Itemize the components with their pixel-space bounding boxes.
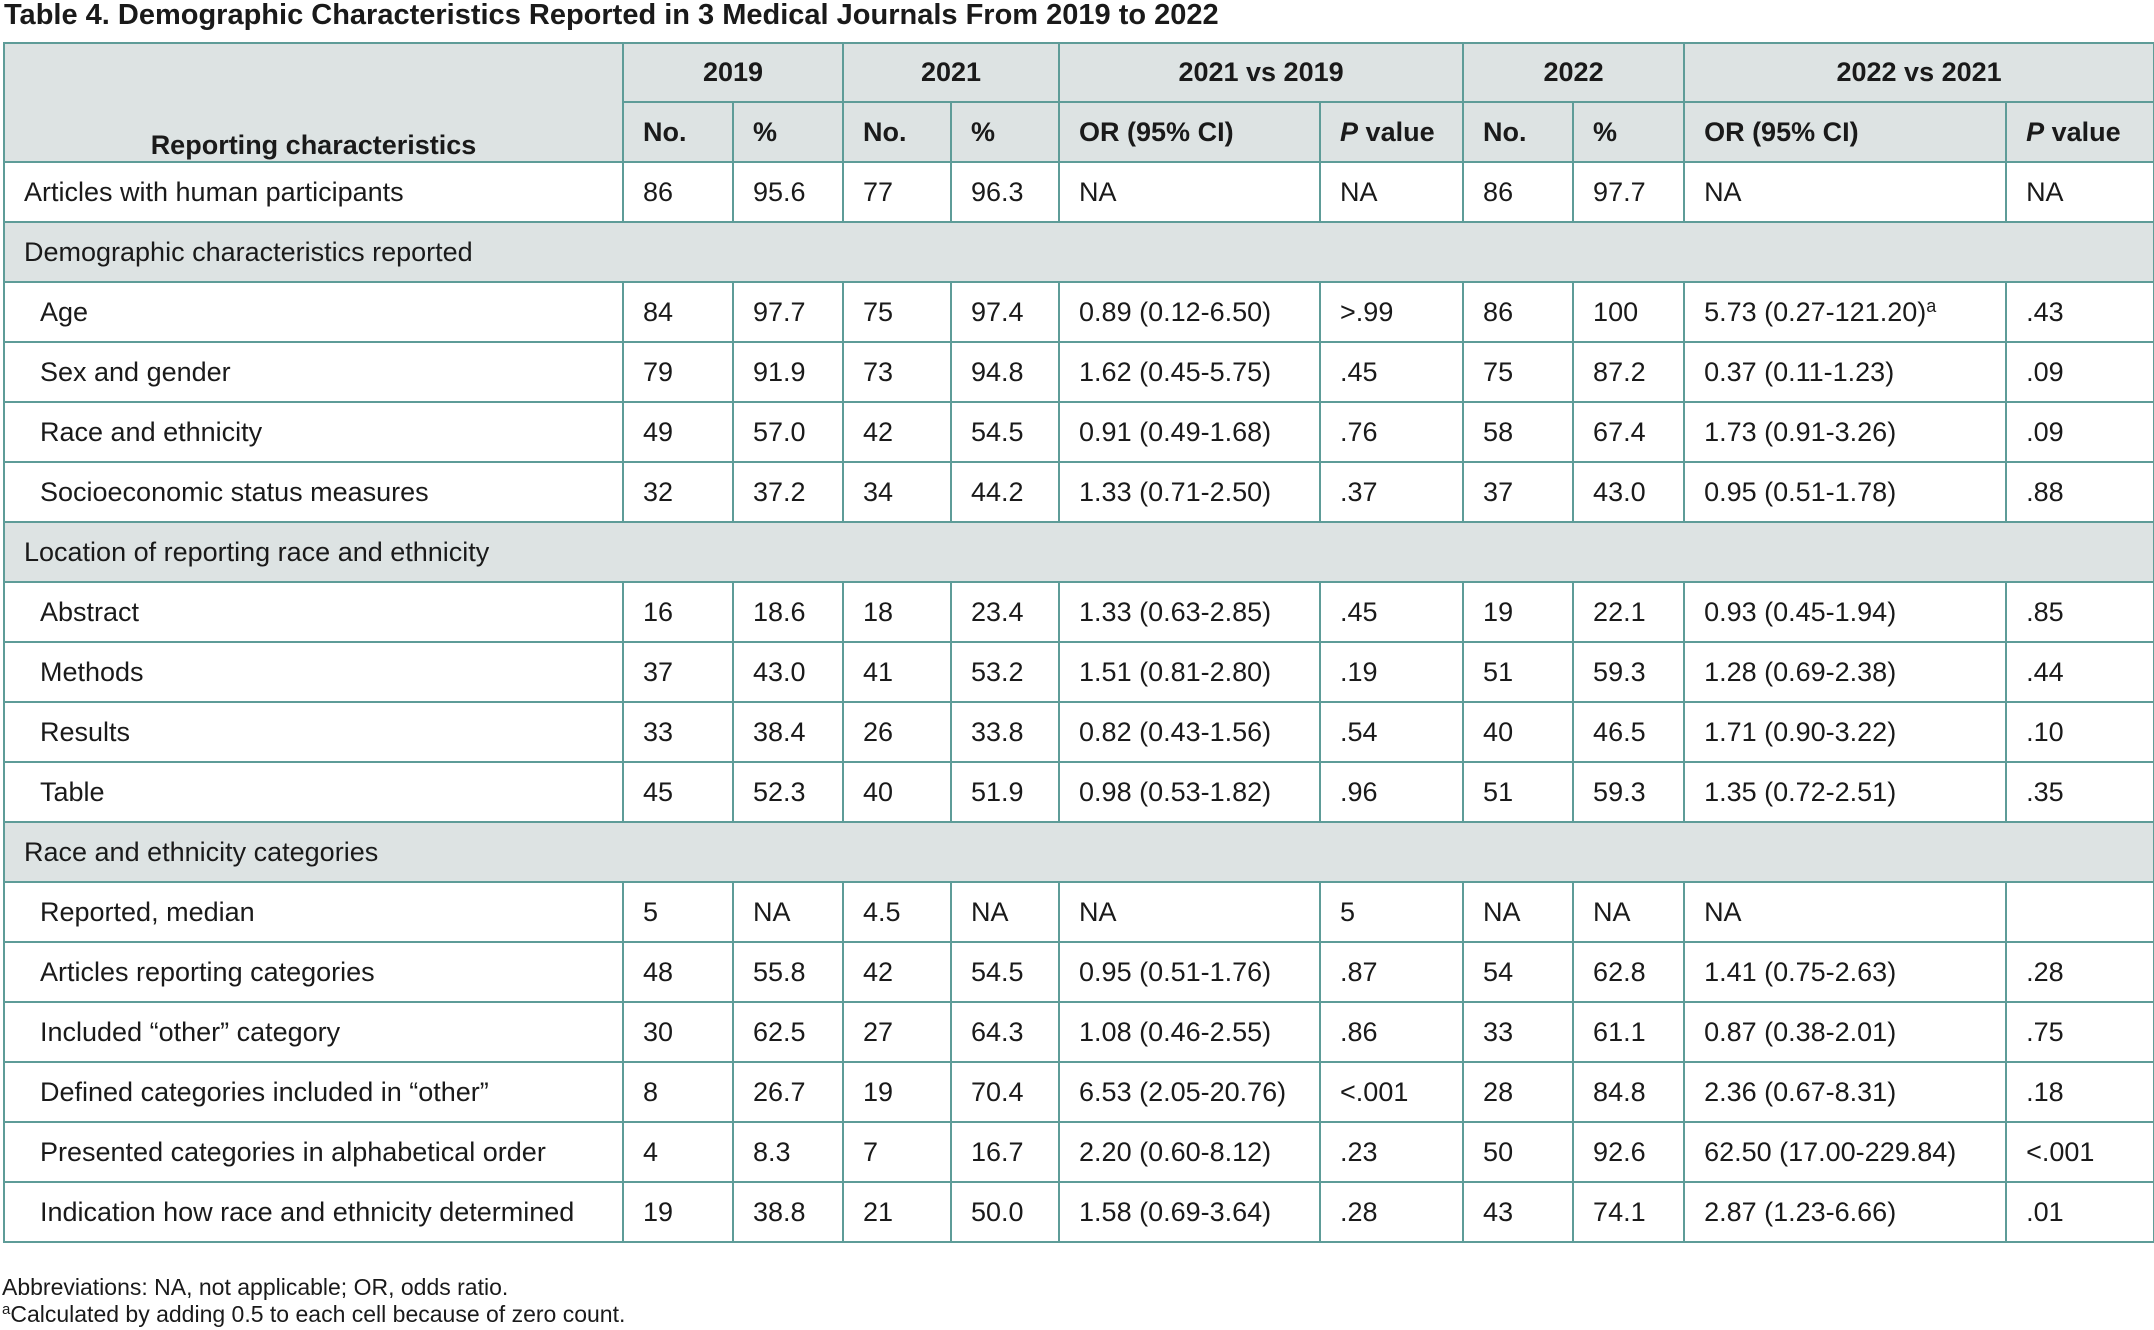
cell-or-2022-vs-2021: 2.87 (1.23-6.66) xyxy=(1684,1182,2006,1242)
cell-or-2022-vs-2021: 1.28 (0.69-2.38) xyxy=(1684,642,2006,702)
cell-pct-2019: 38.4 xyxy=(733,702,843,762)
cell-no-2022: 51 xyxy=(1463,762,1573,822)
row-label: Indication how race and ethnicity determined xyxy=(4,1182,623,1242)
cell-pct-2019: 37.2 xyxy=(733,462,843,522)
cell-pct-2021: 96.3 xyxy=(951,162,1059,222)
cell-or-2021-vs-2019: 1.33 (0.71-2.50) xyxy=(1059,462,1320,522)
cell-pct-2019: 97.7 xyxy=(733,282,843,342)
cell-no-2019: 4 xyxy=(623,1122,733,1182)
cell-pct-2022: 87.2 xyxy=(1573,342,1684,402)
cell-no-2022: NA xyxy=(1463,882,1573,942)
cell-no-2021: 19 xyxy=(843,1062,951,1122)
cell-p-2021-vs-2019: .45 xyxy=(1320,342,1463,402)
cell-pct-2021: 23.4 xyxy=(951,582,1059,642)
cell-pct-2022: 61.1 xyxy=(1573,1002,1684,1062)
row-label: Results xyxy=(4,702,623,762)
cell-pct-2022: 92.6 xyxy=(1573,1122,1684,1182)
header-no-2021: No. xyxy=(843,102,951,162)
cell-p-2022-vs-2021: .09 xyxy=(2006,342,2154,402)
cell-pct-2021: 53.2 xyxy=(951,642,1059,702)
section-label: Race and ethnicity categories xyxy=(4,822,2154,882)
cell-p-2022-vs-2021: .44 xyxy=(2006,642,2154,702)
cell-pct-2022: 67.4 xyxy=(1573,402,1684,462)
cell-no-2022: 40 xyxy=(1463,702,1573,762)
cell-no-2022: 43 xyxy=(1463,1182,1573,1242)
cell-pct-2021: 16.7 xyxy=(951,1122,1059,1182)
cell-pct-2019: 55.8 xyxy=(733,942,843,1002)
table-row xyxy=(4,702,2154,762)
header-pct-2022: % xyxy=(1573,102,1684,162)
cell-no-2021: 34 xyxy=(843,462,951,522)
cell-pct-2022: 84.8 xyxy=(1573,1062,1684,1122)
cell-no-2019: 16 xyxy=(623,582,733,642)
section-label: Demographic characteristics reported xyxy=(4,222,2154,282)
row-label: Articles reporting categories xyxy=(4,942,623,1002)
cell-no-2021: 75 xyxy=(843,282,951,342)
cell-pct-2021: 54.5 xyxy=(951,402,1059,462)
table-row xyxy=(4,1002,2154,1062)
header-group-2021: 2021 xyxy=(843,43,1059,102)
cell-or-2022-vs-2021: 0.93 (0.45-1.94) xyxy=(1684,582,2006,642)
cell-no-2021: 18 xyxy=(843,582,951,642)
cell-pct-2021: 44.2 xyxy=(951,462,1059,522)
cell-p-2021-vs-2019: .23 xyxy=(1320,1122,1463,1182)
cell-pct-2019: 38.8 xyxy=(733,1182,843,1242)
cell-or-2022-vs-2021: 0.87 (0.38-2.01) xyxy=(1684,1002,2006,1062)
cell-p-2022-vs-2021: .09 xyxy=(2006,402,2154,462)
footnote-marker: a xyxy=(1926,295,1937,316)
header-pct-2019: % xyxy=(733,102,843,162)
cell-no-2019: 37 xyxy=(623,642,733,702)
cell-p-2022-vs-2021: .43 xyxy=(2006,282,2154,342)
cell-pct-2022: 22.1 xyxy=(1573,582,1684,642)
table-row xyxy=(4,342,2154,402)
cell-p-2022-vs-2021: .28 xyxy=(2006,942,2154,1002)
table-row xyxy=(4,162,2154,222)
cell-p-2021-vs-2019: .28 xyxy=(1320,1182,1463,1242)
cell-pct-2019: 91.9 xyxy=(733,342,843,402)
cell-no-2019: 32 xyxy=(623,462,733,522)
table-row xyxy=(4,762,2154,822)
cell-no-2021: 73 xyxy=(843,342,951,402)
cell-no-2022: 37 xyxy=(1463,462,1573,522)
section-row xyxy=(4,522,2154,582)
cell-no-2022: 58 xyxy=(1463,402,1573,462)
cell-p-2022-vs-2021: .18 xyxy=(2006,1062,2154,1122)
cell-pct-2019: NA xyxy=(733,882,843,942)
cell-p-2022-vs-2021 xyxy=(2006,882,2154,942)
cell-pct-2022: 100 xyxy=(1573,282,1684,342)
row-label: Race and ethnicity xyxy=(4,402,623,462)
table-row xyxy=(4,582,2154,642)
cell-no-2021: 4.5 xyxy=(843,882,951,942)
cell-or-2022-vs-2021: 0.95 (0.51-1.78) xyxy=(1684,462,2006,522)
table-body xyxy=(4,162,2154,1242)
header-no-2019: No. xyxy=(623,102,733,162)
cell-p-2021-vs-2019: 5 xyxy=(1320,882,1463,942)
cell-or-2021-vs-2019: NA xyxy=(1059,882,1320,942)
header-no-2022: No. xyxy=(1463,102,1573,162)
cell-pct-2019: 18.6 xyxy=(733,582,843,642)
cell-or-2021-vs-2019: 0.89 (0.12-6.50) xyxy=(1059,282,1320,342)
cell-p-2021-vs-2019: .37 xyxy=(1320,462,1463,522)
cell-no-2019: 33 xyxy=(623,702,733,762)
cell-no-2021: 77 xyxy=(843,162,951,222)
row-label: Methods xyxy=(4,642,623,702)
cell-p-2021-vs-2019: .19 xyxy=(1320,642,1463,702)
table-row xyxy=(4,462,2154,522)
table-row xyxy=(4,942,2154,1002)
table-row xyxy=(4,282,2154,342)
row-label: Articles with human participants xyxy=(4,162,623,222)
cell-pct-2019: 57.0 xyxy=(733,402,843,462)
cell-no-2019: 30 xyxy=(623,1002,733,1062)
cell-no-2019: 86 xyxy=(623,162,733,222)
cell-value: 5.73 (0.27-121.20) xyxy=(1704,296,1927,327)
cell-or-2021-vs-2019: 0.98 (0.53-1.82) xyxy=(1059,762,1320,822)
cell-pct-2021: 50.0 xyxy=(951,1182,1059,1242)
cell-p-2021-vs-2019: NA xyxy=(1320,162,1463,222)
cell-p-2022-vs-2021: .75 xyxy=(2006,1002,2154,1062)
cell-or-2021-vs-2019: 1.08 (0.46-2.55) xyxy=(1059,1002,1320,1062)
cell-or-2022-vs-2021: 1.71 (0.90-3.22) xyxy=(1684,702,2006,762)
cell-or-2021-vs-2019: 0.91 (0.49-1.68) xyxy=(1059,402,1320,462)
cell-pct-2021: 33.8 xyxy=(951,702,1059,762)
cell-pct-2019: 26.7 xyxy=(733,1062,843,1122)
cell-p-2022-vs-2021: .10 xyxy=(2006,702,2154,762)
table-row xyxy=(4,402,2154,462)
cell-or-2021-vs-2019: 2.20 (0.60-8.12) xyxy=(1059,1122,1320,1182)
cell-p-2021-vs-2019: .45 xyxy=(1320,582,1463,642)
row-label: Age xyxy=(4,282,623,342)
cell-or-2021-vs-2019: 1.62 (0.45-5.75) xyxy=(1059,342,1320,402)
cell-p-2022-vs-2021: .01 xyxy=(2006,1182,2154,1242)
table-row xyxy=(4,1122,2154,1182)
cell-pct-2021: 97.4 xyxy=(951,282,1059,342)
cell-pct-2019: 8.3 xyxy=(733,1122,843,1182)
cell-no-2022: 86 xyxy=(1463,282,1573,342)
cell-no-2019: 48 xyxy=(623,942,733,1002)
header-group-2021-vs-2019: 2021 vs 2019 xyxy=(1059,43,1463,102)
row-label: Sex and gender xyxy=(4,342,623,402)
cell-no-2022: 19 xyxy=(1463,582,1573,642)
header-group-2022-vs-2021: 2022 vs 2021 xyxy=(1684,43,2154,102)
cell-no-2021: 41 xyxy=(843,642,951,702)
cell-pct-2019: 52.3 xyxy=(733,762,843,822)
cell-pct-2021: 94.8 xyxy=(951,342,1059,402)
header-row-years xyxy=(4,43,2154,102)
cell-no-2021: 7 xyxy=(843,1122,951,1182)
cell-no-2021: 21 xyxy=(843,1182,951,1242)
cell-no-2022: 50 xyxy=(1463,1122,1573,1182)
row-label: Abstract xyxy=(4,582,623,642)
cell-pct-2021: 64.3 xyxy=(951,1002,1059,1062)
cell-no-2022: 33 xyxy=(1463,1002,1573,1062)
cell-no-2022: 86 xyxy=(1463,162,1573,222)
cell-p-2022-vs-2021: NA xyxy=(2006,162,2154,222)
cell-no-2019: 5 xyxy=(623,882,733,942)
cell-pct-2021: 70.4 xyxy=(951,1062,1059,1122)
cell-or-2021-vs-2019: 0.95 (0.51-1.76) xyxy=(1059,942,1320,1002)
row-label: Defined categories included in “other” xyxy=(4,1062,623,1122)
cell-no-2021: 42 xyxy=(843,402,951,462)
header-pct-2021: % xyxy=(951,102,1059,162)
table-row xyxy=(4,1182,2154,1242)
cell-pct-2022: 43.0 xyxy=(1573,462,1684,522)
footnote-a-marker: a xyxy=(2,1301,11,1318)
cell-or-2021-vs-2019: 0.82 (0.43-1.56) xyxy=(1059,702,1320,762)
header-group-2019: 2019 xyxy=(623,43,843,102)
cell-or-2022-vs-2021: 62.50 (17.00-229.84) xyxy=(1684,1122,2006,1182)
cell-no-2021: 27 xyxy=(843,1002,951,1062)
cell-pct-2022: 74.1 xyxy=(1573,1182,1684,1242)
cell-no-2021: 26 xyxy=(843,702,951,762)
cell-no-2022: 51 xyxy=(1463,642,1573,702)
header-or-2021-vs-2019: OR (95% CI) xyxy=(1059,102,1320,162)
cell-pct-2021: 51.9 xyxy=(951,762,1059,822)
cell-or-2022-vs-2021 xyxy=(1684,282,2006,342)
cell-p-2021-vs-2019: >.99 xyxy=(1320,282,1463,342)
cell-no-2019: 84 xyxy=(623,282,733,342)
header-reporting-characteristics: Reporting characteristics xyxy=(4,43,623,162)
cell-p-2022-vs-2021: .85 xyxy=(2006,582,2154,642)
cell-p-2021-vs-2019: <.001 xyxy=(1320,1062,1463,1122)
cell-pct-2019: 62.5 xyxy=(733,1002,843,1062)
cell-no-2019: 49 xyxy=(623,402,733,462)
cell-no-2021: 42 xyxy=(843,942,951,1002)
cell-p-2022-vs-2021: .88 xyxy=(2006,462,2154,522)
cell-p-2021-vs-2019: .54 xyxy=(1320,702,1463,762)
header-group-2022: 2022 xyxy=(1463,43,1684,102)
cell-pct-2021: NA xyxy=(951,882,1059,942)
cell-p-2021-vs-2019: .76 xyxy=(1320,402,1463,462)
cell-or-2021-vs-2019: 1.33 (0.63-2.85) xyxy=(1059,582,1320,642)
cell-pct-2022: 59.3 xyxy=(1573,762,1684,822)
footnote-abbreviations: Abbreviations: NA, not applicable; OR, odds ratio. xyxy=(2,1274,509,1300)
cell-p-2021-vs-2019: .87 xyxy=(1320,942,1463,1002)
cell-or-2022-vs-2021: 0.37 (0.11-1.23) xyxy=(1684,342,2006,402)
cell-p-2021-vs-2019: .86 xyxy=(1320,1002,1463,1062)
cell-pct-2019: 95.6 xyxy=(733,162,843,222)
footnote-a xyxy=(2,1301,625,1327)
header-p-2022-vs-2021 xyxy=(2006,102,2154,162)
cell-or-2021-vs-2019: 1.51 (0.81-2.80) xyxy=(1059,642,1320,702)
table-row xyxy=(4,882,2154,942)
table-row xyxy=(4,1062,2154,1122)
cell-pct-2022: 97.7 xyxy=(1573,162,1684,222)
p-rest: value xyxy=(1358,116,1435,147)
row-label: Included “other” category xyxy=(4,1002,623,1062)
table-row xyxy=(4,642,2154,702)
row-label: Reported, median xyxy=(4,882,623,942)
cell-no-2022: 54 xyxy=(1463,942,1573,1002)
cell-p-2021-vs-2019: .96 xyxy=(1320,762,1463,822)
demographics-table xyxy=(3,42,2154,1243)
table-title: Table 4. Demographic Characteristics Reported in 3 Medical Journals From 2019 to 2022 xyxy=(4,0,1219,31)
cell-no-2021: 40 xyxy=(843,762,951,822)
row-label: Table xyxy=(4,762,623,822)
cell-pct-2019: 43.0 xyxy=(733,642,843,702)
cell-no-2019: 8 xyxy=(623,1062,733,1122)
header-p-2021-vs-2019 xyxy=(1320,102,1463,162)
cell-no-2022: 28 xyxy=(1463,1062,1573,1122)
cell-no-2022: 75 xyxy=(1463,342,1573,402)
cell-pct-2022: 46.5 xyxy=(1573,702,1684,762)
cell-pct-2022: 59.3 xyxy=(1573,642,1684,702)
header-or-2022-vs-2021: OR (95% CI) xyxy=(1684,102,2006,162)
row-label: Presented categories in alphabetical order xyxy=(4,1122,623,1182)
cell-or-2022-vs-2021: 1.35 (0.72-2.51) xyxy=(1684,762,2006,822)
row-label: Socioeconomic status measures xyxy=(4,462,623,522)
p-italic: P xyxy=(2026,116,2045,147)
cell-pct-2022: 62.8 xyxy=(1573,942,1684,1002)
cell-pct-2022: NA xyxy=(1573,882,1684,942)
cell-or-2022-vs-2021: 1.41 (0.75-2.63) xyxy=(1684,942,2006,1002)
footnote-a-text: Calculated by adding 0.5 to each cell because of zero count. xyxy=(10,1301,626,1327)
cell-no-2019: 19 xyxy=(623,1182,733,1242)
cell-pct-2021: 54.5 xyxy=(951,942,1059,1002)
cell-no-2019: 79 xyxy=(623,342,733,402)
section-label: Location of reporting race and ethnicity xyxy=(4,522,2154,582)
cell-no-2019: 45 xyxy=(623,762,733,822)
p-rest: value xyxy=(2044,116,2121,147)
cell-or-2021-vs-2019: NA xyxy=(1059,162,1320,222)
section-row xyxy=(4,222,2154,282)
cell-or-2022-vs-2021: NA xyxy=(1684,162,2006,222)
cell-or-2022-vs-2021: 2.36 (0.67-8.31) xyxy=(1684,1062,2006,1122)
cell-or-2021-vs-2019: 1.58 (0.69-3.64) xyxy=(1059,1182,1320,1242)
cell-p-2022-vs-2021: <.001 xyxy=(2006,1122,2154,1182)
cell-or-2022-vs-2021: 1.73 (0.91-3.26) xyxy=(1684,402,2006,462)
cell-p-2022-vs-2021: .35 xyxy=(2006,762,2154,822)
cell-or-2022-vs-2021: NA xyxy=(1684,882,2006,942)
section-row xyxy=(4,822,2154,882)
p-italic: P xyxy=(1340,116,1359,147)
cell-or-2021-vs-2019: 6.53 (2.05-20.76) xyxy=(1059,1062,1320,1122)
